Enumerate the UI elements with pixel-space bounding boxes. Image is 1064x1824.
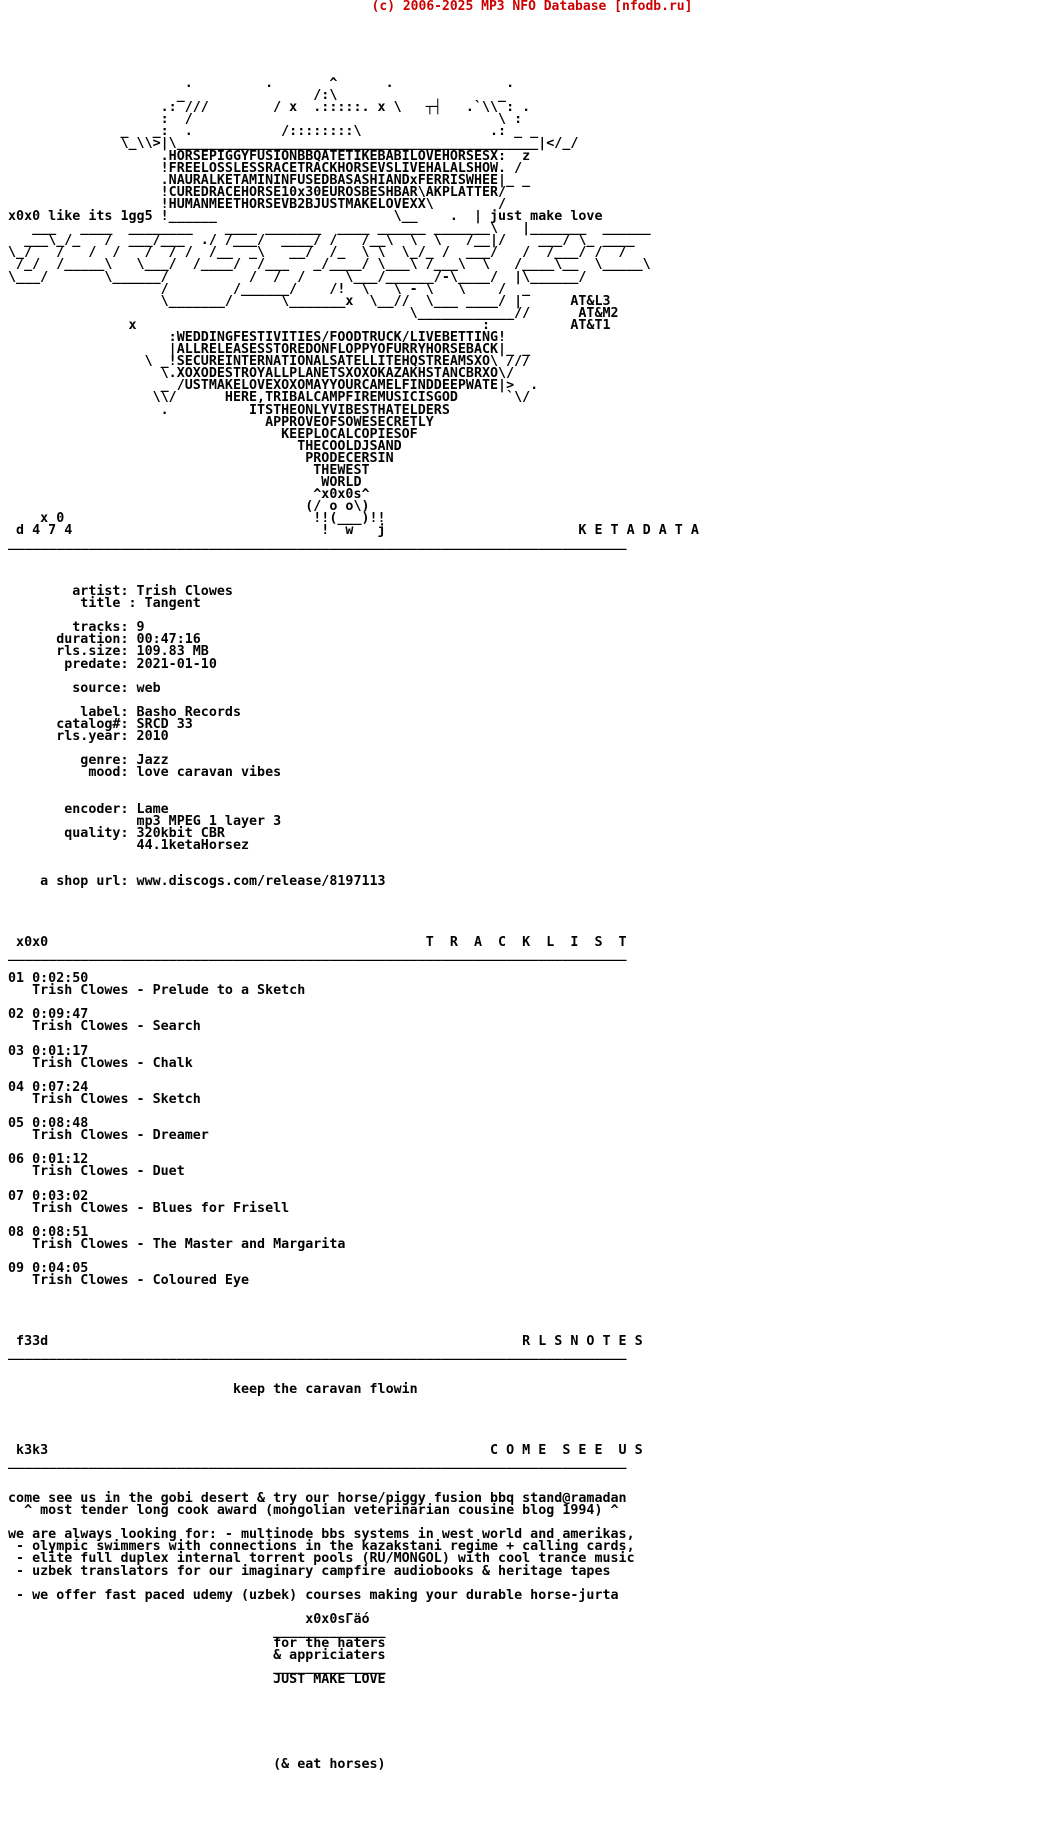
- nfo-line: 05 0:08:48: [8, 1116, 89, 1132]
- nfo-line: _ /USTMAKELOVEXOXOMAYYOURCAMELFINDDEEPWATE|> .: [8, 378, 539, 394]
- nfo-line: d 4 7 4 ! w j K E T A D A T A: [8, 523, 699, 539]
- nfo-line: x : AT&T1: [8, 317, 611, 333]
- nfo-line: keep the caravan flowin: [8, 1382, 418, 1398]
- nfo-text-block: [8, 78, 699, 1771]
- nfo-line: x0x0sГäó: [8, 1611, 370, 1627]
- nfo-line: 01 0:02:50: [8, 970, 89, 986]
- nfo-line: f33d R L S N O T E S: [8, 1333, 643, 1349]
- nfo-line: 02 0:09:47: [8, 1007, 89, 1023]
- nfo-line: :WEDDINGFESTIVITIES/FOODTRUCK/LIVEBETTING!: [8, 329, 507, 345]
- nfo-line: x 0 !!(___)!!: [8, 511, 386, 527]
- nfo-line: Trish Clowes - Chalk: [8, 1055, 193, 1071]
- nfo-line: artist: Trish Clowes: [8, 583, 233, 599]
- nfo-line: JUST MAKE LOVE: [8, 1672, 386, 1688]
- nfo-line: genre: Jazz: [8, 753, 169, 769]
- nfo-line: ___\_/_ / ___/___ ./ /___/ ____/ / /__\ \ \ /__|/ ___/ \_ ____: [8, 233, 635, 249]
- nfo-line: .HORSEPIGGYFUSIONBBQATETIKEBABILOVEHORSESX: z: [8, 148, 531, 164]
- nfo-line: ^ most tender long cook award (mongolian veterinarian cousine blog 1994) ^: [8, 1503, 619, 1519]
- nfo-line: \_______/ \_______x \__// \___ ____/ | AT&L3: [8, 293, 611, 309]
- nfo-line: _____________________________________________________________________________: [8, 1345, 627, 1361]
- nfo-line: - uzbek translators for our imaginary campfire audiobooks & heritage tapes: [8, 1563, 611, 1579]
- nfo-line: . . ^ . .: [8, 76, 515, 91]
- nfo-line: encoder: Lame: [8, 801, 169, 817]
- nfo-line: title : Tangent: [8, 596, 201, 612]
- nfo-line: duration: 00:47:16: [8, 632, 201, 648]
- nfo-line: THEWEST: [8, 463, 370, 478]
- nfo-line: _____________________________________________________________________________: [8, 946, 627, 962]
- nfo-line: .: /// / x .:::::. x \ ┬┤ .`\\ : .: [8, 100, 531, 116]
- nfo-line: ______________: [8, 1660, 386, 1676]
- nfo-line: ___ ____ ________ ____ _______ ____ ______ _______\ |_______ ______: [8, 221, 651, 237]
- nfo-line: a shop url: www.discogs.com/release/8197113: [8, 874, 386, 890]
- nfo-line: _ _: . /::::::::\ .: _ _: [8, 124, 539, 140]
- nfo-line: . ITSTHEONLYVIBESTHATELDERS: [8, 402, 450, 418]
- nfo-line: !FREELOSSLESSRACETRACKHORSEVSLIVEHALALSHOW. /: [8, 160, 523, 176]
- nfo-line: catalog#: SRCD 33: [8, 716, 193, 732]
- nfo-line: !CUREDRACEHORSE10x30EUROSBESHBAR\AKPLATTER/: [8, 184, 507, 200]
- nfo-line: 07 0:03:02: [8, 1188, 89, 1204]
- nfo-line: APPROVEOFSOWESECRETLY: [8, 414, 434, 430]
- nfo-line: k3k3 C O M E S E E U S: [8, 1442, 643, 1458]
- nfo-line: \____________// AT&M2: [8, 305, 619, 321]
- nfo-line: mp3 MPEG 1 layer 3: [8, 813, 282, 829]
- nfo-line: Trish Clowes - The Master and Margarita: [8, 1237, 346, 1252]
- nfo-line: 06 0:01:12: [8, 1152, 89, 1168]
- nfo-line: : / \ :: [8, 112, 523, 128]
- nfo-line: Trish Clowes - Dreamer: [8, 1128, 209, 1144]
- nfo-line: for the haters: [8, 1636, 386, 1652]
- nfo-line: & appriciaters: [8, 1648, 386, 1664]
- nfo-line: quality: 320kbit CBR: [8, 825, 225, 841]
- nfo-line: label: Basho Records: [8, 704, 241, 720]
- nfo-line: THECOOLDJSAND: [8, 438, 402, 454]
- nfo-line: _ /:\ _: [8, 88, 507, 104]
- nfo-line: \_\\>|\_____________________________________________|</_/: [8, 136, 579, 152]
- nfo-line: rls.size: 109.83 MB: [8, 644, 209, 660]
- site-copyright-link[interactable]: (c) 2006-2025 MP3 NFO Database [nfodb.ru]: [371, 0, 693, 14]
- nfo-line: WORLD: [8, 475, 362, 491]
- nfo-line: ______________: [8, 1624, 386, 1639]
- nfo-line: - elite full duplex internal torrent pools (RU/MONGOL) with cool trance music: [8, 1551, 635, 1567]
- nfo-line: Trish Clowes - Blues for Frisell: [8, 1200, 290, 1216]
- nfo-line: |ALLRELEASESSTOREDONFLOPPYOFURRYHORSEBACK|_ _: [8, 342, 531, 358]
- nfo-line: (& eat horses): [8, 1757, 386, 1773]
- nfo-line: Trish Clowes - Coloured Eye: [8, 1273, 250, 1289]
- nfo-line: 04 0:07:24: [8, 1079, 89, 1095]
- nfo-line: mood: love caravan vibes: [8, 765, 282, 781]
- nfo-line: 03 0:01:17: [8, 1043, 89, 1059]
- nfo-line: \ _!SECUREINTERNATIONALSATELLITEHQSTREAMSXO\ ///: [8, 354, 531, 370]
- nfo-line: predate: 2021-01-10: [8, 656, 217, 672]
- nfo-line: ^x0x0s^: [8, 487, 370, 503]
- nfo-line: 44.1ketaHorsez: [8, 837, 250, 853]
- nfo-line: / /______/ /! \ \ - \ \ / _: [8, 281, 531, 297]
- nfo-line: \\/ HERE,TRIBALCAMPFIREMUSICISGOD `\/: [8, 390, 531, 406]
- nfo-line: - we offer fast paced udemy (uzbek) courses making your durable horse-jurta: [8, 1587, 619, 1603]
- nfo-line: x0x0 like its 1gg5 !______ \__ . | just make love: [8, 209, 603, 225]
- nfo-line: we are always looking for: - multinode bbs systems in west world and amerikas,: [8, 1527, 635, 1543]
- nfo-line: 08 0:08:51: [8, 1224, 89, 1240]
- nfo-line: Trish Clowes - Prelude to a Sketch: [8, 983, 306, 999]
- nfo-line: come see us in the gobi desert & try our horse/piggy fusion bbq stand@ramadan: [8, 1490, 627, 1506]
- nfo-line: Trish Clowes - Sketch: [8, 1091, 201, 1107]
- nfo-line: !HUMANMEETHORSEVB2BJUSTMAKELOVEXX\ /: [8, 196, 507, 212]
- nfo-line: rls.year: 2010: [8, 729, 169, 745]
- nfo-line: source: web: [8, 680, 161, 696]
- nfo-line: tracks: 9: [8, 620, 145, 636]
- nfo-line: - olympic swimmers with connections in the kazakstani regime + calling cards,: [8, 1539, 635, 1555]
- nfo-line: Trish Clowes - Search: [8, 1019, 201, 1035]
- nfo-line: \___/ \______/ / / / \___/______/-\____/ |\______/: [8, 269, 587, 285]
- nfo-line: \_/ / / / / / / /__ _\ __/ /_ \ \ \_/_ / ___/ / /___/ / /: [8, 245, 627, 261]
- nfo-line: Trish Clowes - Duet: [8, 1164, 185, 1180]
- nfo-line: .NAURALKETAMININFUSEDBASASHIANDxFERRISWHEE|_ _: [8, 172, 531, 188]
- nfo-line: (/ o o\): [8, 499, 370, 515]
- nfo-line: /_/ /_____\ \___/ /____/ /___ _/____/ \___\ /___\ \ /____\__ \_____\: [8, 257, 651, 273]
- nfo-line: _____________________________________________________________________________: [8, 1454, 627, 1470]
- nfo-line: 09 0:04:05: [8, 1261, 89, 1277]
- nfo-line: _____________________________________________________________________________: [8, 535, 627, 551]
- nfo-line: x0x0 T R A C K L I S T: [8, 934, 627, 950]
- nfo-line: KEEPLOCALCOPIESOF: [8, 426, 418, 442]
- nfo-line: PRODECERSIN: [8, 450, 394, 466]
- nfo-line: \.XOXODESTROYALLPLANETSXOXOKAZAKHSTANCBRXO\/: [8, 366, 515, 382]
